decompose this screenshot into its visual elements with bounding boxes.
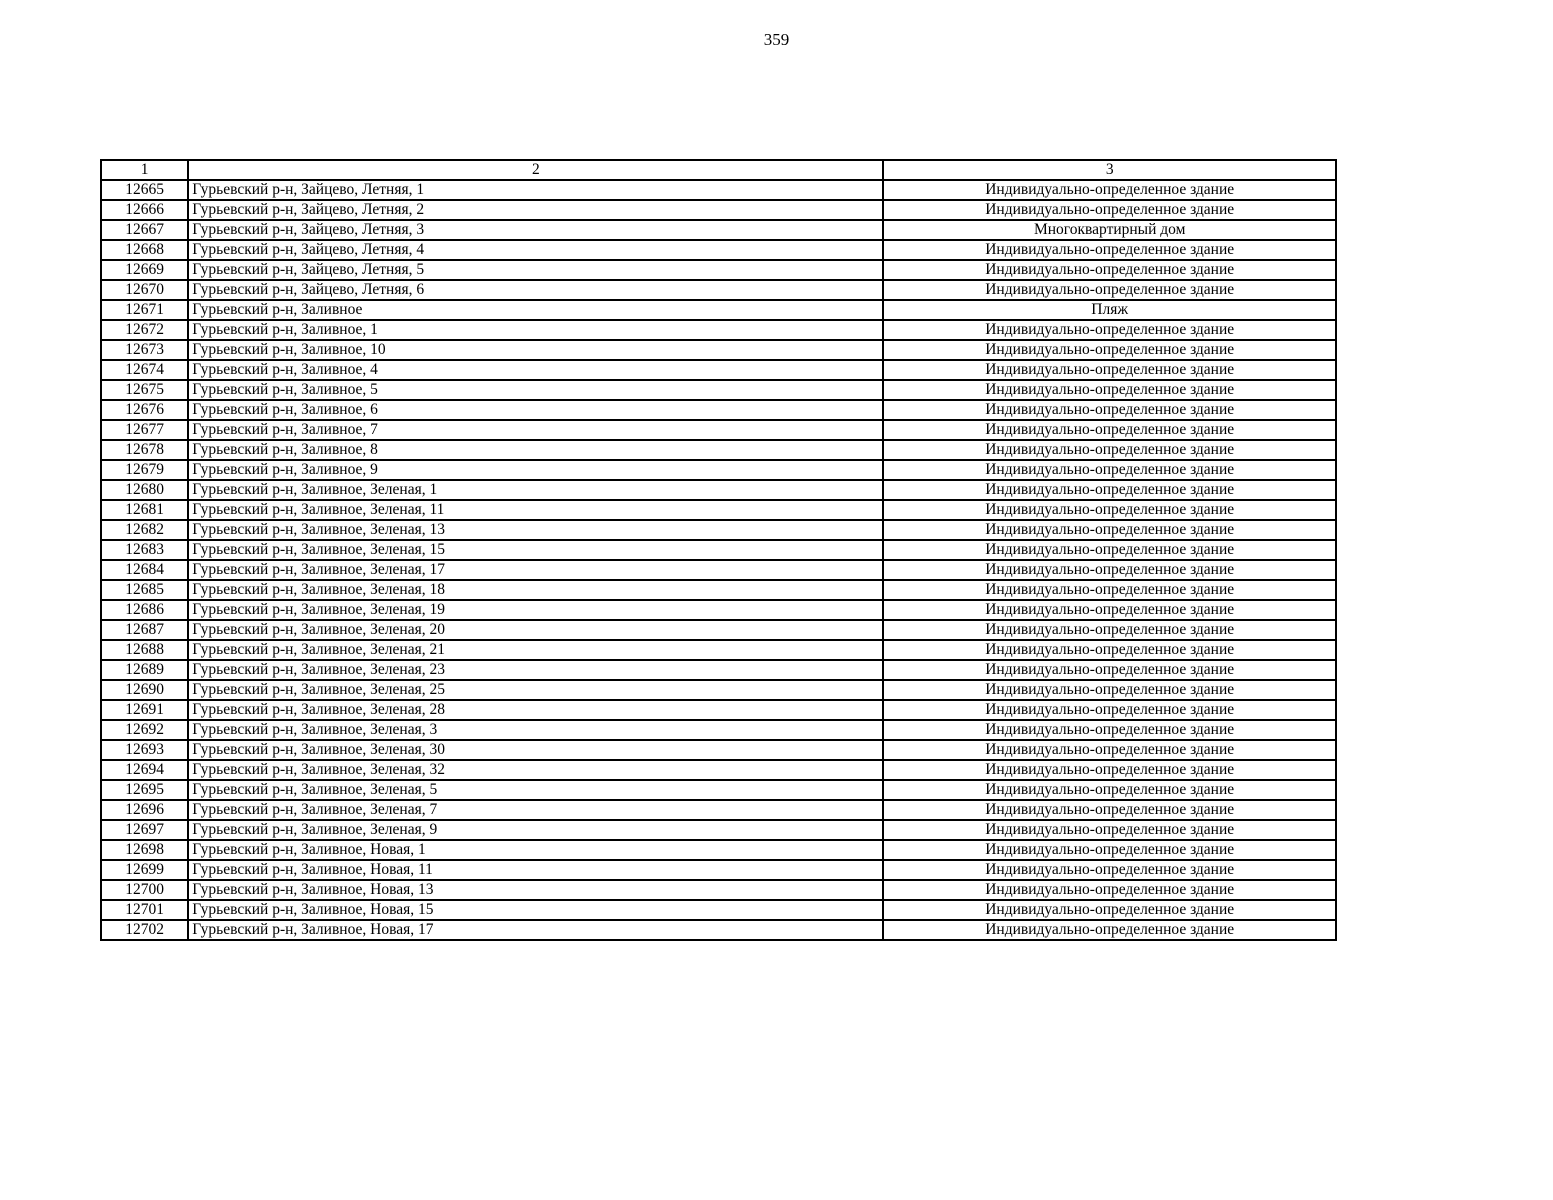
address-cell: Гурьевский р-н, Заливное, 8: [188, 440, 883, 460]
object-type-cell: Пляж: [883, 300, 1336, 320]
row-number-cell: 12687: [101, 620, 188, 640]
object-type-cell: Индивидуально-определенное здание: [883, 340, 1336, 360]
row-number-cell: 12692: [101, 720, 188, 740]
object-type-cell: Индивидуально-определенное здание: [883, 520, 1336, 540]
row-number-cell: 12665: [101, 180, 188, 200]
row-number-cell: 12696: [101, 800, 188, 820]
address-cell: Гурьевский р-н, Заливное, Новая, 15: [188, 900, 883, 920]
object-type-cell: Индивидуально-определенное здание: [883, 320, 1336, 340]
row-number-cell: 12693: [101, 740, 188, 760]
object-type-cell: Индивидуально-определенное здание: [883, 540, 1336, 560]
table-row: [101, 400, 1336, 420]
address-cell: Гурьевский р-н, Заливное, Зеленая, 19: [188, 600, 883, 620]
object-type-cell: Индивидуально-определенное здание: [883, 860, 1336, 880]
object-type-cell: Индивидуально-определенное здание: [883, 360, 1336, 380]
object-type-cell: Индивидуально-определенное здание: [883, 800, 1336, 820]
row-number-cell: 12686: [101, 600, 188, 620]
table-row: [101, 720, 1336, 740]
row-number-cell: 12675: [101, 380, 188, 400]
object-type-cell: Индивидуально-определенное здание: [883, 180, 1336, 200]
address-cell: Гурьевский р-н, Заливное: [188, 300, 883, 320]
object-type-cell: Индивидуально-определенное здание: [883, 840, 1336, 860]
address-cell: Гурьевский р-н, Заливное, Зеленая, 25: [188, 680, 883, 700]
register-table: [100, 159, 1337, 941]
table-row: [101, 180, 1336, 200]
object-type-cell: Индивидуально-определенное здание: [883, 240, 1336, 260]
address-cell: Гурьевский р-н, Зайцево, Летняя, 6: [188, 280, 883, 300]
object-type-cell: Индивидуально-определенное здание: [883, 400, 1336, 420]
object-type-cell: Индивидуально-определенное здание: [883, 420, 1336, 440]
address-cell: Гурьевский р-н, Заливное, Зеленая, 1: [188, 480, 883, 500]
object-type-cell: Индивидуально-определенное здание: [883, 480, 1336, 500]
address-cell: Гурьевский р-н, Заливное, Новая, 11: [188, 860, 883, 880]
row-number-cell: 12683: [101, 540, 188, 560]
table-row: [101, 360, 1336, 380]
address-cell: Гурьевский р-н, Заливное, Новая, 17: [188, 920, 883, 940]
row-number-cell: 12688: [101, 640, 188, 660]
object-type-cell: Индивидуально-определенное здание: [883, 760, 1336, 780]
table-row: [101, 780, 1336, 800]
object-type-cell: Индивидуально-определенное здание: [883, 880, 1336, 900]
table-row: [101, 660, 1336, 680]
address-cell: Гурьевский р-н, Заливное, Зеленая, 17: [188, 560, 883, 580]
row-number-cell: 12668: [101, 240, 188, 260]
row-number-cell: 12700: [101, 880, 188, 900]
address-cell: Гурьевский р-н, Заливное, 7: [188, 420, 883, 440]
object-type-cell: Индивидуально-определенное здание: [883, 280, 1336, 300]
row-number-cell: 12666: [101, 200, 188, 220]
row-number-cell: 12671: [101, 300, 188, 320]
table-row: [101, 500, 1336, 520]
row-number-cell: 12691: [101, 700, 188, 720]
object-type-cell: Индивидуально-определенное здание: [883, 500, 1336, 520]
address-cell: Гурьевский р-н, Заливное, Зеленая, 13: [188, 520, 883, 540]
table-row: [101, 340, 1336, 360]
object-type-cell: Индивидуально-определенное здание: [883, 780, 1336, 800]
address-cell: Гурьевский р-н, Зайцево, Летняя, 1: [188, 180, 883, 200]
table-row: [101, 440, 1336, 460]
table-row: [101, 680, 1336, 700]
column-header-2: 2: [188, 160, 883, 180]
address-cell: Гурьевский р-н, Заливное, 4: [188, 360, 883, 380]
table-row: [101, 460, 1336, 480]
object-type-cell: Индивидуально-определенное здание: [883, 380, 1336, 400]
address-cell: Гурьевский р-н, Зайцево, Летняя, 4: [188, 240, 883, 260]
table-row: [101, 920, 1336, 940]
address-cell: Гурьевский р-н, Заливное, Зеленая, 23: [188, 660, 883, 680]
object-type-cell: Индивидуально-определенное здание: [883, 700, 1336, 720]
table-row: [101, 420, 1336, 440]
address-cell: Гурьевский р-н, Заливное, 5: [188, 380, 883, 400]
object-type-cell: Индивидуально-определенное здание: [883, 580, 1336, 600]
table-row: [101, 300, 1336, 320]
address-cell: Гурьевский р-н, Заливное, Зеленая, 3: [188, 720, 883, 740]
object-type-cell: Индивидуально-определенное здание: [883, 200, 1336, 220]
address-cell: Гурьевский р-н, Заливное, Зеленая, 20: [188, 620, 883, 640]
row-number-cell: 12674: [101, 360, 188, 380]
address-cell: Гурьевский р-н, Заливное, Зеленая, 9: [188, 820, 883, 840]
address-cell: Гурьевский р-н, Заливное, Зеленая, 11: [188, 500, 883, 520]
address-cell: Гурьевский р-н, Заливное, Новая, 13: [188, 880, 883, 900]
table-row: [101, 260, 1336, 280]
address-cell: Гурьевский р-н, Заливное, 6: [188, 400, 883, 420]
object-type-cell: Многоквартирный дом: [883, 220, 1336, 240]
table-row: [101, 640, 1336, 660]
row-number-cell: 12669: [101, 260, 188, 280]
table-row: [101, 880, 1336, 900]
address-cell: Гурьевский р-н, Заливное, 9: [188, 460, 883, 480]
object-type-cell: Индивидуально-определенное здание: [883, 620, 1336, 640]
row-number-cell: 12701: [101, 900, 188, 920]
row-number-cell: 12698: [101, 840, 188, 860]
table-row: [101, 620, 1336, 640]
address-cell: Гурьевский р-н, Заливное, Зеленая, 28: [188, 700, 883, 720]
row-number-cell: 12689: [101, 660, 188, 680]
object-type-cell: Индивидуально-определенное здание: [883, 900, 1336, 920]
row-number-cell: 12670: [101, 280, 188, 300]
object-type-cell: Индивидуально-определенное здание: [883, 920, 1336, 940]
row-number-cell: 12667: [101, 220, 188, 240]
address-cell: Гурьевский р-н, Зайцево, Летняя, 3: [188, 220, 883, 240]
table-row: [101, 200, 1336, 220]
address-cell: Гурьевский р-н, Заливное, Зеленая, 18: [188, 580, 883, 600]
address-cell: Гурьевский р-н, Зайцево, Летняя, 2: [188, 200, 883, 220]
address-cell: Гурьевский р-н, Заливное, Зеленая, 15: [188, 540, 883, 560]
table-row: [101, 560, 1336, 580]
row-number-cell: 12690: [101, 680, 188, 700]
object-type-cell: Индивидуально-определенное здание: [883, 820, 1336, 840]
table-row: [101, 220, 1336, 240]
object-type-cell: Индивидуально-определенное здание: [883, 440, 1336, 460]
table-row: [101, 760, 1336, 780]
address-cell: Гурьевский р-н, Заливное, 1: [188, 320, 883, 340]
address-cell: Гурьевский р-н, Заливное, Зеленая, 30: [188, 740, 883, 760]
address-cell: Гурьевский р-н, Заливное, Зеленая, 5: [188, 780, 883, 800]
object-type-cell: Индивидуально-определенное здание: [883, 460, 1336, 480]
table-row: [101, 900, 1336, 920]
address-cell: Гурьевский р-н, Зайцево, Летняя, 5: [188, 260, 883, 280]
object-type-cell: Индивидуально-определенное здание: [883, 560, 1336, 580]
table-row: [101, 240, 1336, 260]
object-type-cell: Индивидуально-определенное здание: [883, 640, 1336, 660]
table-row: [101, 700, 1336, 720]
row-number-cell: 12680: [101, 480, 188, 500]
column-header-1: 1: [101, 160, 188, 180]
row-number-cell: 12679: [101, 460, 188, 480]
row-number-cell: 12694: [101, 760, 188, 780]
address-cell: Гурьевский р-н, Заливное, Зеленая, 7: [188, 800, 883, 820]
column-header-3: 3: [883, 160, 1336, 180]
table-row: [101, 840, 1336, 860]
object-type-cell: Индивидуально-определенное здание: [883, 660, 1336, 680]
row-number-cell: 12672: [101, 320, 188, 340]
table-row: [101, 540, 1336, 560]
row-number-cell: 12697: [101, 820, 188, 840]
address-cell: Гурьевский р-н, Заливное, 10: [188, 340, 883, 360]
table-row: [101, 800, 1336, 820]
row-number-cell: 12681: [101, 500, 188, 520]
object-type-cell: Индивидуально-определенное здание: [883, 260, 1336, 280]
row-number-cell: 12685: [101, 580, 188, 600]
row-number-cell: 12682: [101, 520, 188, 540]
object-type-cell: Индивидуально-определенное здание: [883, 720, 1336, 740]
row-number-cell: 12684: [101, 560, 188, 580]
table-body: [101, 160, 1336, 940]
row-number-cell: 12676: [101, 400, 188, 420]
table-header-row: [101, 160, 1336, 180]
table-row: [101, 580, 1336, 600]
address-cell: Гурьевский р-н, Заливное, Зеленая, 32: [188, 760, 883, 780]
table-row: [101, 740, 1336, 760]
table-row: [101, 600, 1336, 620]
table-row: [101, 860, 1336, 880]
table-row: [101, 520, 1336, 540]
table-row: [101, 820, 1336, 840]
row-number-cell: 12695: [101, 780, 188, 800]
table-row: [101, 380, 1336, 400]
object-type-cell: Индивидуально-определенное здание: [883, 680, 1336, 700]
table-row: [101, 320, 1336, 340]
page-number: 359: [763, 30, 790, 49]
object-type-cell: Индивидуально-определенное здание: [883, 600, 1336, 620]
address-cell: Гурьевский р-н, Заливное, Новая, 1: [188, 840, 883, 860]
row-number-cell: 12677: [101, 420, 188, 440]
row-number-cell: 12702: [101, 920, 188, 940]
table-row: [101, 280, 1336, 300]
address-cell: Гурьевский р-н, Заливное, Зеленая, 21: [188, 640, 883, 660]
row-number-cell: 12678: [101, 440, 188, 460]
table-row: [101, 480, 1336, 500]
row-number-cell: 12673: [101, 340, 188, 360]
object-type-cell: Индивидуально-определенное здание: [883, 740, 1336, 760]
row-number-cell: 12699: [101, 860, 188, 880]
